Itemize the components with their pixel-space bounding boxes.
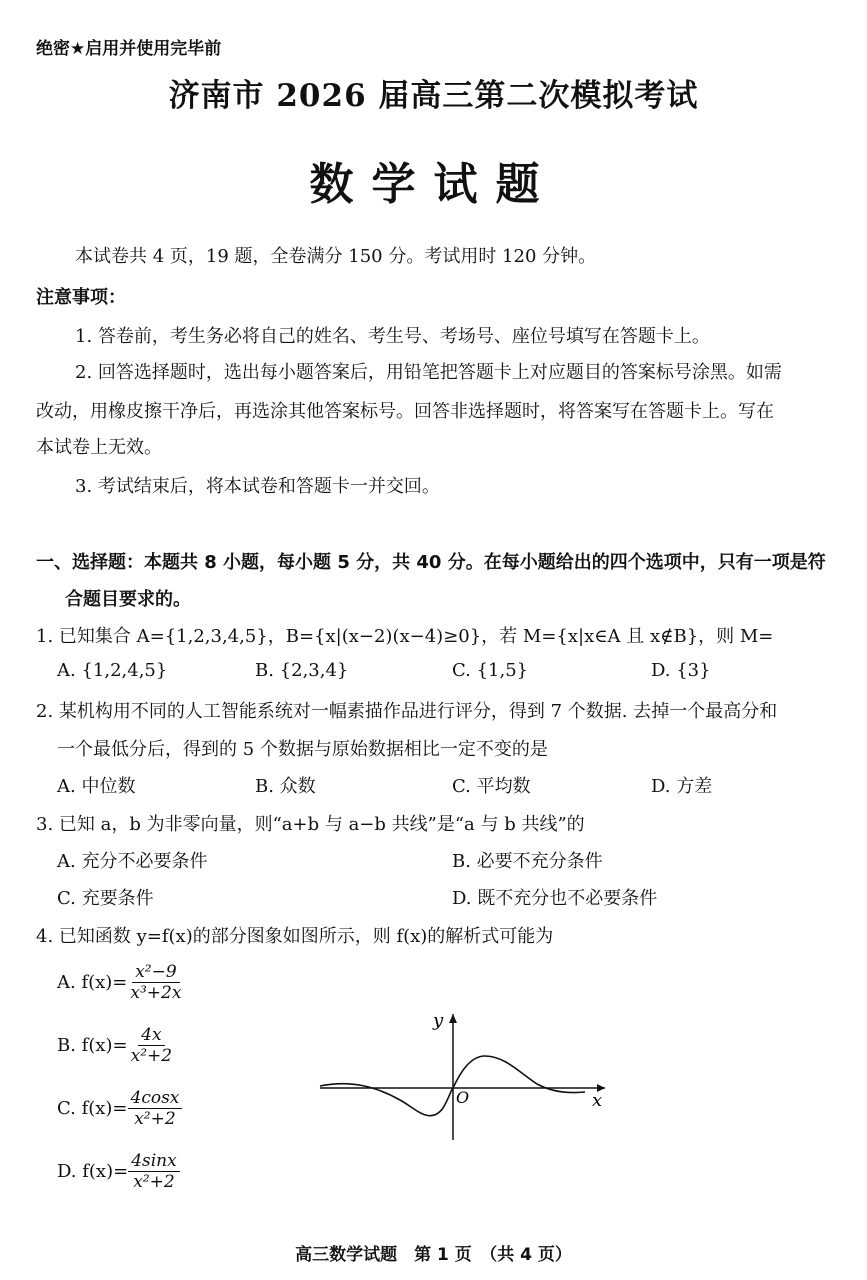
q4-option-b-numerator: 4x [138, 1025, 164, 1046]
q3-option-a: A. 充分不必要条件 [57, 851, 208, 872]
q4-option-c [57, 1088, 182, 1129]
q1-option-b: B. {2,3,4} [255, 660, 349, 681]
q4-option-c-label: C. f(x)= [57, 1098, 128, 1119]
q3-stem: 3. 已知 a，b 为非零向量，则“a+b 与 a−b 共线”是“a 与 b 共线”的 [36, 814, 585, 835]
page-footer: 高三数学试题 第 1 页 （共 4 页） [295, 1245, 572, 1265]
q2-option-c: C. 平均数 [452, 776, 531, 797]
q4-option-a-numerator: x²−9 [132, 962, 179, 983]
x-axis-label: x [592, 1090, 603, 1111]
q4-option-d [57, 1151, 180, 1192]
origin-label: O [456, 1088, 470, 1107]
q2-stem-line-2: 一个最低分后，得到的 5 个数据与原始数据相比一定不变的是 [57, 739, 548, 760]
exam-title: 济南市 2026 届高三第二次模拟考试 [168, 78, 699, 114]
q4-option-c-denominator: x²+2 [134, 1109, 176, 1129]
q3-option-b: B. 必要不充分条件 [452, 851, 603, 872]
notice-heading: 注意事项： [36, 287, 126, 308]
q4-option-a-label: A. f(x)= [57, 972, 128, 993]
q4-option-b [57, 1025, 175, 1066]
q4-option-b-fraction [128, 1025, 175, 1066]
q4-option-d-denominator: x²+2 [133, 1172, 175, 1192]
section-1-heading: 一、选择题：本题共 8 小题，每小题 5 分，共 40 分。在每小题给出的四个选项中，只有一项是符 [36, 552, 826, 573]
q2-stem-line-1: 2. 某机构用不同的人工智能系统对一幅素描作品进行评分，得到 7 个数据. 去掉一个最高分和 [36, 701, 778, 722]
q4-option-c-fraction [128, 1088, 183, 1129]
q1-option-c: C. {1,5} [452, 660, 529, 681]
notice-item-3: 3. 考试结束后，将本试卷和答题卡一并交回。 [75, 476, 440, 497]
q4-option-d-fraction [128, 1151, 180, 1192]
notice-item-2-line-1: 2. 回答选择题时，选出每小题答案后，用铅笔把答题卡上对应题目的答案标号涂黑。如需 [75, 362, 782, 383]
function-graph [315, 1008, 615, 1148]
q3-option-c: C. 充要条件 [57, 888, 154, 909]
y-axis-arrow [449, 1014, 457, 1023]
q4-option-d-label: D. f(x)= [57, 1161, 129, 1182]
q1-option-a: A. {1,2,4,5} [57, 660, 168, 681]
q2-option-a: A. 中位数 [57, 776, 136, 797]
q2-option-b: B. 众数 [255, 776, 316, 797]
notice-item-2-line-3: 本试卷上无效。 [36, 437, 162, 458]
q4-option-d-numerator: 4sinx [128, 1151, 180, 1172]
q4-option-b-label: B. f(x)= [57, 1035, 128, 1056]
q4-option-a-denominator: x³+2x [130, 983, 182, 1003]
q4-option-c-numerator: 4cosx [128, 1088, 183, 1109]
q3-option-d: D. 既不充分也不必要条件 [452, 888, 658, 909]
q1-option-d: D. {3} [651, 660, 711, 681]
confidential-mark: 绝密★启用并使用完毕前 [36, 39, 222, 59]
q1-stem: 1. 已知集合 A={1,2,3,4,5}，B={x|(x−2)(x−4)≥0}，若 M={x|x∈A 且 x∉B}，则 M= [36, 626, 774, 647]
q4-option-a [57, 962, 184, 1003]
exam-intro: 本试卷共 4 页，19 题，全卷满分 150 分。考试用时 120 分钟。 [75, 246, 597, 267]
q4-option-a-fraction [127, 962, 184, 1003]
q2-option-d: D. 方差 [651, 776, 713, 797]
y-axis-label: y [433, 1010, 444, 1031]
section-1-heading-cont: 合题目要求的。 [65, 589, 191, 610]
notice-item-2-line-2: 改动，用橡皮擦干净后，再选涂其他答案标号。回答非选择题时，将答案写在答题卡上。写在 [36, 401, 774, 422]
q4-stem: 4. 已知函数 y=f(x)的部分图象如图所示，则 f(x)的解析式可能为 [36, 926, 554, 947]
subject-title: 数学试题 [309, 159, 558, 210]
notice-item-1: 1. 答卷前，考生务必将自己的姓名、考生号、考场号、座位号填写在答题卡上。 [75, 326, 710, 347]
q4-option-b-denominator: x²+2 [130, 1046, 173, 1066]
